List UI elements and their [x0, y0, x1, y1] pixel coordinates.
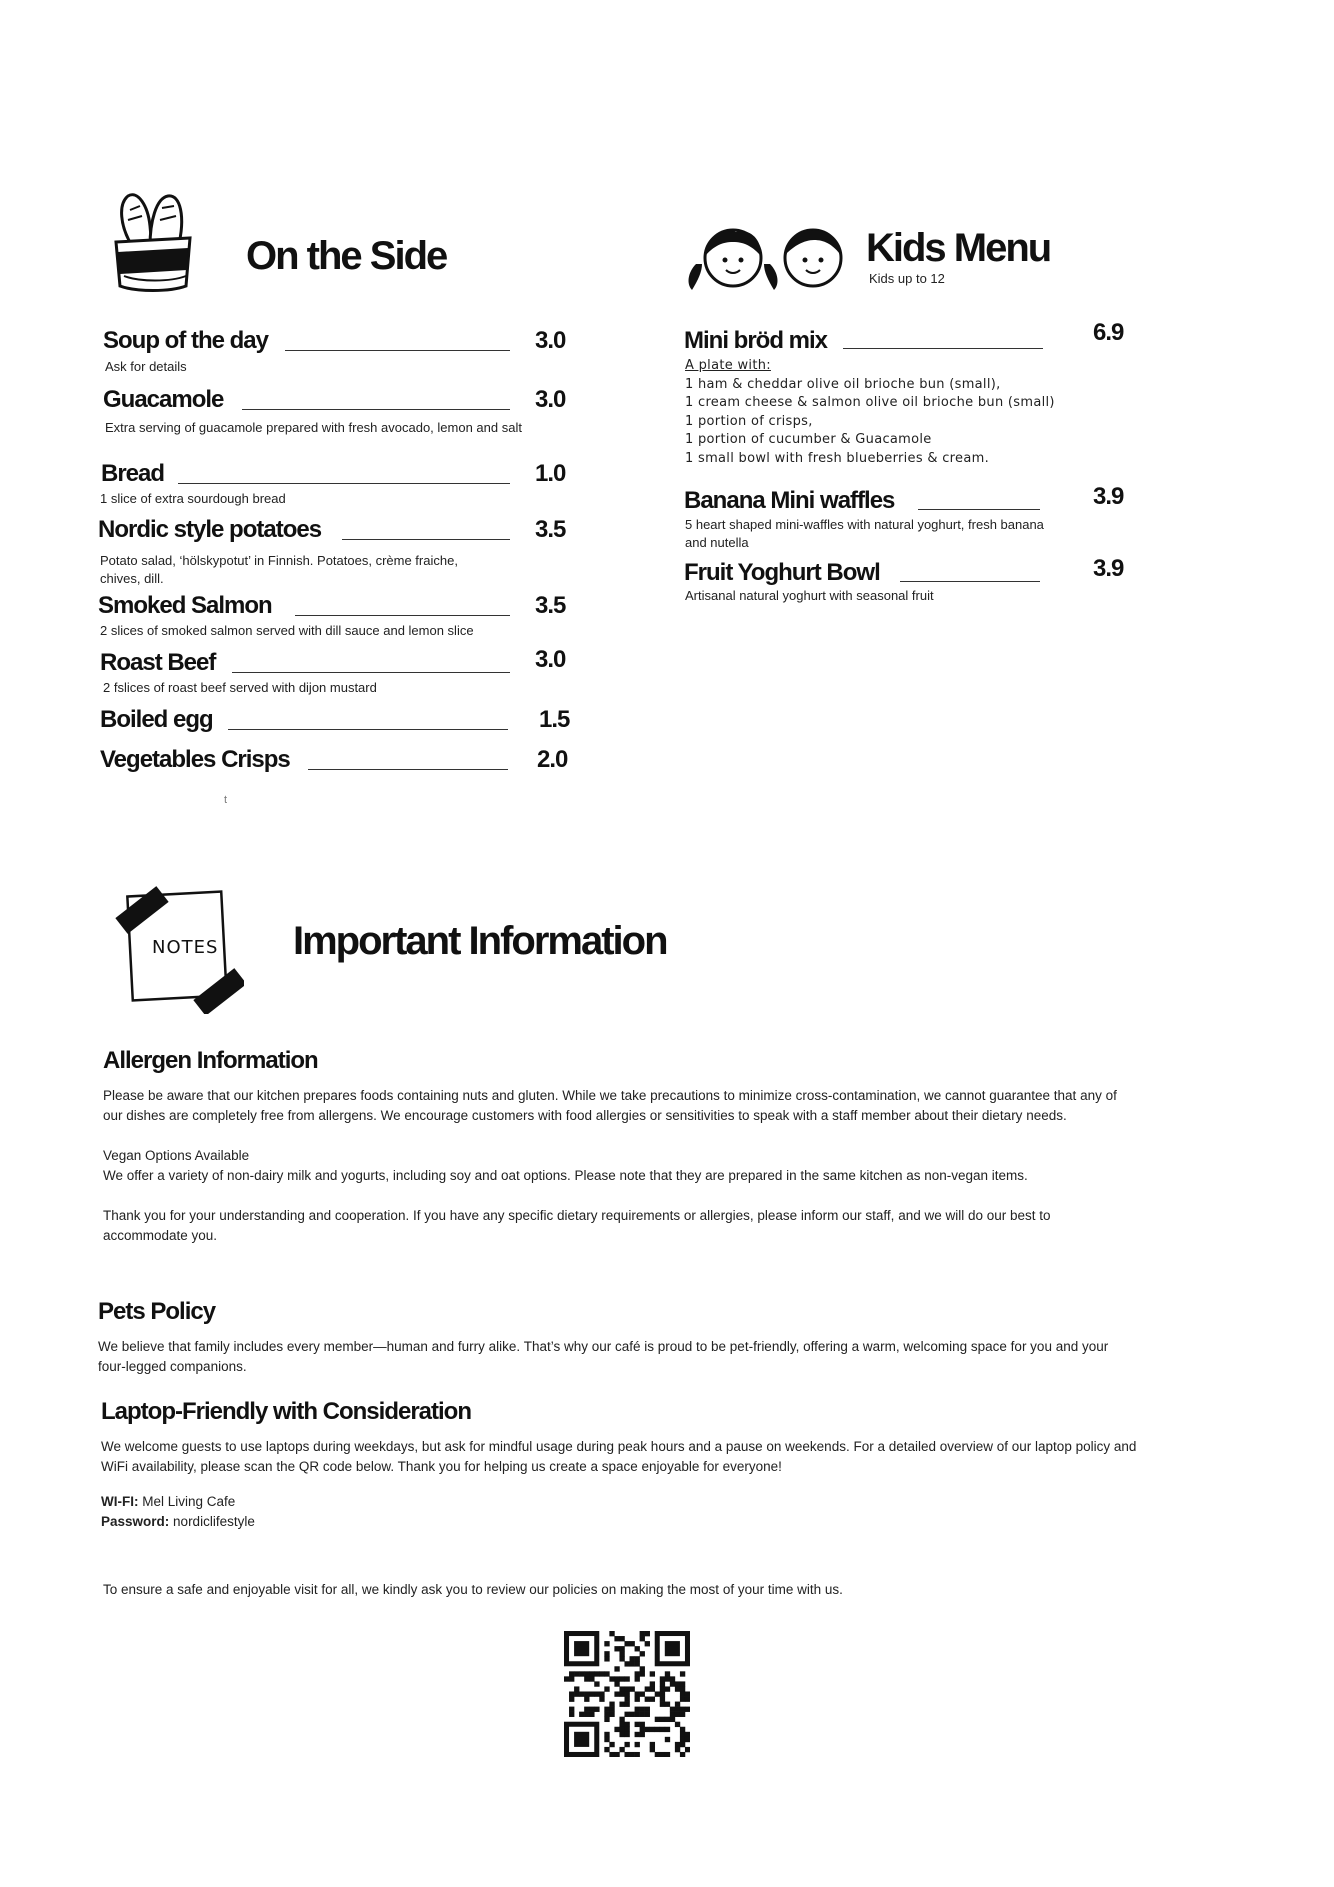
important-title: Important Information: [293, 919, 667, 963]
side-item-desc: 1 slice of extra sourdough bread: [100, 491, 286, 506]
qr-code[interactable]: [564, 1631, 690, 1757]
leader-line: [900, 581, 1040, 582]
leader-line: [285, 350, 510, 351]
kids-menu-subtitle: Kids up to 12: [869, 271, 945, 286]
leader-line: [242, 409, 510, 410]
leader-line: [843, 348, 1043, 349]
kids-item-desc: Artisanal natural yoghurt with seasonal fruit: [685, 588, 934, 603]
side-item-price: 3.5: [535, 592, 566, 619]
allergen-thanks: Thank you for your understanding and cooperation. If you have any specific dietary requirements or allergies, please inform our staff, and we will do our best to accommodate you.: [103, 1208, 1051, 1243]
side-item-desc: Potato salad, ‘hölskypotut’ in Finnish. Potatoes, crème fraiche, chives, dill.: [100, 553, 458, 586]
leader-line: [178, 483, 510, 484]
pets-text: We believe that family includes every member—human and furry alike. That’s why our café is proud to be pet-friendly, offering a warm, welcoming space for you and your four-legged companions.: [98, 1339, 1109, 1374]
on-the-side-title: On the Side: [246, 234, 447, 278]
side-item-name: Soup of the day: [103, 327, 268, 354]
leader-line: [308, 769, 508, 770]
closing-text: To ensure a safe and enjoyable visit for all, we kindly ask you to review our policies on making the most of your time with us.: [103, 1582, 843, 1597]
leader-line: [342, 539, 510, 540]
side-item-name: Bread: [101, 460, 165, 487]
leader-line: [918, 509, 1040, 510]
notes-label: NOTES: [152, 937, 219, 958]
leader-line: [228, 729, 508, 730]
allergen-heading: Allergen Information: [103, 1047, 318, 1074]
pets-heading: Pets Policy: [98, 1298, 216, 1325]
kids-item-name: Fruit Yoghurt Bowl: [684, 559, 880, 586]
side-item-price: 3.0: [535, 327, 566, 354]
side-item-price: 1.0: [535, 460, 566, 487]
password-label: Password:: [101, 1514, 170, 1529]
laptop-text: We welcome guests to use laptops during weekdays, but ask for mindful usage during peak hours and a pause on weekends. For a detailed overview of our laptop policy and WiFi availability, please scan the QR code below. Thank you for helping us create a space enjoyable for everyone!: [101, 1439, 1137, 1474]
side-item-name: Nordic style potatoes: [98, 516, 322, 543]
vegan-title: Vegan Options Available: [103, 1148, 250, 1163]
side-item-desc: Extra serving of guacamole prepared with fresh avocado, lemon and salt: [105, 420, 522, 435]
bread-basket-icon: [110, 186, 200, 296]
kids-desc-line: 1 small bowl with fresh blueberries & cream.: [685, 450, 989, 466]
wifi-value: Mel Living Cafe: [142, 1494, 236, 1509]
side-item-desc: 2 slices of smoked salmon served with dill sauce and lemon slice: [100, 623, 474, 638]
side-item-name: Smoked Salmon: [98, 592, 272, 619]
kids-desc-line: 1 portion of cucumber & Guacamole: [685, 432, 932, 447]
password-value: nordiclifestyle: [173, 1514, 255, 1529]
kids-item-price: 3.9: [1093, 483, 1124, 510]
kids-item-price: 6.9: [1093, 319, 1124, 346]
side-item-price: 2.0: [537, 746, 568, 773]
kids-faces-icon: [686, 224, 846, 292]
wifi-label: WI-FI:: [101, 1494, 139, 1509]
kids-item-desc: [685, 357, 1055, 468]
wifi-line: [101, 1492, 1141, 1512]
kids-desc-line: 1 cream cheese & salmon olive oil brioche bun (small): [685, 395, 1055, 410]
side-item-price: 3.5: [535, 516, 566, 543]
kids-desc-line: 1 ham & cheddar olive oil brioche bun (small),: [685, 376, 1001, 392]
kids-desc-line: 1 portion of crisps,: [685, 413, 813, 429]
side-item-price: 3.0: [535, 646, 566, 673]
vegan-text: We offer a variety of non-dairy milk and yogurts, including soy and oat options. Please note that they are prepared in the same kitchen as non-vegan items.: [103, 1168, 1028, 1183]
side-item-desc: 2 fslices of roast beef served with dijon mustard: [103, 680, 377, 695]
side-item-name: Roast Beef: [100, 649, 216, 676]
password-line: [101, 1512, 1141, 1532]
leader-line: [295, 615, 510, 616]
kids-menu-title: Kids Menu: [866, 226, 1051, 270]
kids-desc-line: A plate with:: [685, 358, 771, 373]
side-item-name: Guacamole: [103, 386, 224, 413]
side-item-desc: Ask for details: [105, 359, 187, 374]
allergen-body: [103, 1086, 1133, 1246]
notes-icon: [114, 884, 244, 1014]
stray-mark: t: [224, 794, 228, 806]
side-item-price: 3.0: [535, 386, 566, 413]
leader-line: [232, 672, 510, 673]
kids-item-price: 3.9: [1093, 555, 1124, 582]
side-item-price: 1.5: [539, 706, 570, 733]
side-item-name: Boiled egg: [100, 706, 213, 733]
kids-item-name: Banana Mini waffles: [684, 487, 895, 514]
laptop-body: [101, 1437, 1141, 1532]
kids-item-name: Mini bröd mix: [684, 327, 827, 354]
side-item-name: Vegetables Crisps: [100, 746, 290, 773]
allergen-paragraph: Please be aware that our kitchen prepares foods containing nuts and gluten. While we take precautions to minimize cross-contamination, we cannot guarantee that any of our dishes are completely free from allergens. We encourage customers with food allergies or sensitivities to speak with a staff member about their dietary needs.: [103, 1088, 1117, 1123]
kids-item-desc: 5 heart shaped mini-waffles with natural yoghurt, fresh banana and nutella: [685, 517, 1044, 550]
laptop-heading: Laptop-Friendly with Consideration: [101, 1398, 471, 1425]
